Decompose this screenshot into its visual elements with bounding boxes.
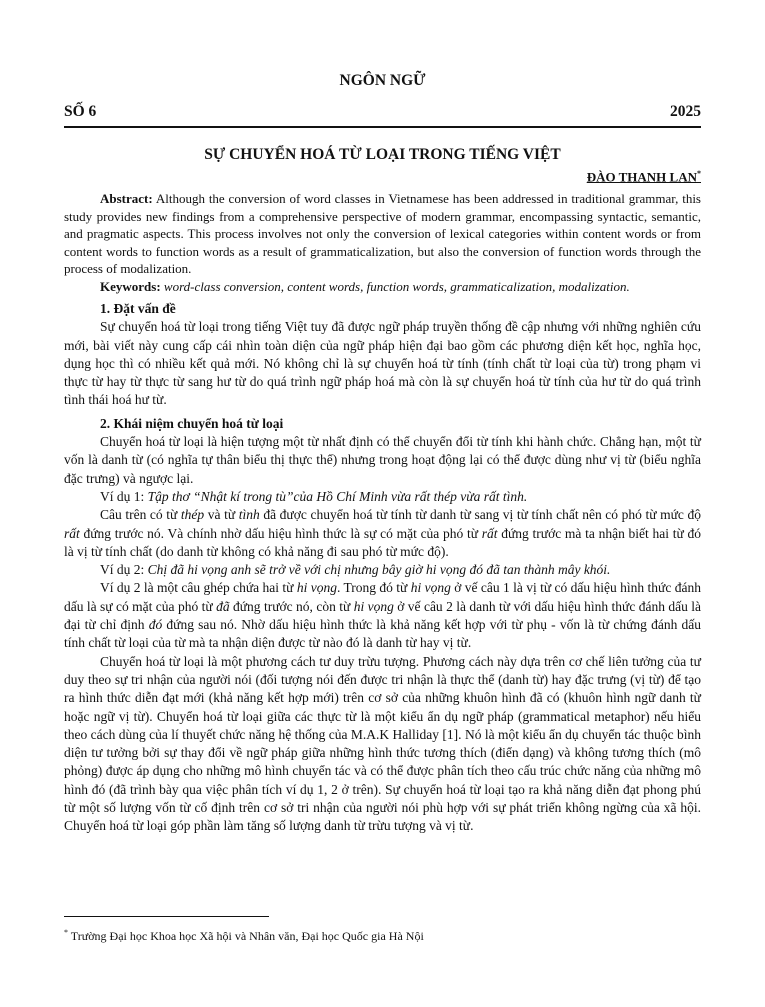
italic-term: thép bbox=[180, 507, 205, 523]
text-run: Câu trên có từ bbox=[100, 507, 181, 523]
footnote bbox=[64, 928, 424, 944]
author-text: ĐÀO THANH LAN bbox=[586, 169, 697, 185]
section-1-paragraph: Sự chuyển hoá từ loại trong tiếng Việt tuy đã được ngữ pháp truyền thống đề cập nhưng với những nghiên cứu mới, bài viết này cung cấp cái nhìn toàn diện của ngữ pháp hiện đại bao gồm các phương diện kết học, nghĩa học, dụng học thì có nhiều kết quả mới. Nó không chỉ là sự chuyển hoá từ tính (tính chất từ loại của từ) trong phạm vi thực từ hay từ thực từ sang hư từ do quá trình ngữ pháp hoá mà còn là sự chuyển hoá từ tính của hư từ do quá trình tình thái hoá hư từ. bbox=[64, 319, 701, 408]
example-2-analysis bbox=[64, 579, 701, 652]
example-1-text: Tập thơ “Nhật kí trong tù”của Hồ Chí Minh vừa rất thép vừa rất tình. bbox=[147, 488, 528, 504]
keywords bbox=[64, 278, 701, 296]
italic-term: tình bbox=[238, 507, 260, 523]
text-run: đứng sau nó. Nhờ dấu hiệu hình thức là khả năng kết hợp với từ phụ - vốn là từ chứng đánh dấu tính chất từ loại của từ mà ta nhận diện được từ nào đó là danh từ hay vị từ. bbox=[64, 617, 701, 651]
text-run: đứng trước mà ta nhận biết hai từ đó là vị từ tính chất (do danh từ không có khả năng đi sau phó từ mức độ). bbox=[64, 525, 701, 559]
keywords-label: Keywords: bbox=[100, 278, 161, 294]
issue-number: SỐ 6 bbox=[64, 103, 97, 120]
issue-row bbox=[64, 103, 701, 121]
footnote-rule bbox=[64, 916, 269, 917]
header-rule bbox=[64, 126, 701, 128]
example-2 bbox=[64, 561, 701, 579]
example-2-label: Ví dụ 2: bbox=[100, 562, 148, 578]
abstract bbox=[64, 190, 701, 278]
footnote-mark: * bbox=[64, 928, 68, 937]
section-1-heading: 1. Đặt vấn đề bbox=[100, 301, 176, 316]
text-run: ở vế câu 2 là danh từ với dấu hiệu hình thức đánh dấu là đại từ chỉ định bbox=[64, 598, 702, 633]
italic-term: hi vọng bbox=[353, 598, 394, 614]
italic-term: đó bbox=[148, 617, 163, 633]
footnote-text: Trường Đại học Khoa học Xã hội và Nhân văn, Đại học Quốc gia Hà Nội bbox=[68, 929, 424, 943]
issue-year: 2025 bbox=[670, 103, 701, 120]
section-2-paragraph-last: Chuyển hoá từ loại là một phương cách tư duy trừu tượng. Phương cách này dựa trên cơ chế liên tưởng của tư duy theo sự tri nhận của người nói (đối tượng nói đến được tri nhận là thực thể (danh từ) hay đặc trưng (vị từ) để tạo ra hình thức diễn đạt mới (khả năng kết hợp mới) trên cơ sở của những khuôn hình đã có (khuôn hình ngữ danh từ hoặc ngữ vị từ). Chuyển hoá từ loại giữa các thực từ là một kiểu ẩn dụ ngữ pháp (grammatical metaphor) nếu hiểu theo cách dùng của lí thuyết chức năng hệ thống của M.A.K Halliday [1]. Nó là một kiểu ẩn dụ chuyển tác thuộc bình diện tư tưởng bởi sự thay đổi về ngữ pháp giữa những hình thức tương thích (điển dạng) và không tương thích (mô phỏng) được áp dụng cho những mô hình chuyển tác và có thể được phân tích theo cấu trúc chức năng của những mô hình đó (đã trình bày qua việc phân tích ví dụ 1, 2 ở trên). Sự chuyển hoá từ loại tạo ra khả năng diễn đạt phong phú từ một số lượng vốn từ cố định trên cơ sở tri nhận của người nói phù hợp với sự phát triển không ngừng của xã hội. Chuyển hoá từ loại góp phần làm tăng số lượng danh từ trừu tượng và vị từ. bbox=[64, 653, 701, 834]
section-2-heading: 2. Khái niệm chuyển hoá từ loại bbox=[100, 415, 284, 431]
article-title: SỰ CHUYỂN HOÁ TỪ LOẠI TRONG TIẾNG VIỆT bbox=[204, 146, 561, 163]
text-run: . Trong đó từ bbox=[337, 580, 411, 596]
example-1-analysis bbox=[64, 506, 701, 561]
text-run: và từ bbox=[204, 507, 239, 523]
example-1-label: Ví dụ 1: bbox=[100, 488, 148, 504]
author-name bbox=[587, 169, 701, 185]
example-1 bbox=[64, 488, 701, 506]
italic-term: rất bbox=[481, 525, 498, 541]
section-2-paragraph-1: Chuyển hoá từ loại là hiện tượng một từ nhất định có thể chuyển đổi từ tính khi hành chức. Chẳng hạn, một từ vốn là danh từ (có nghĩa tự thân biểu thị thực thể) nhưng trong hoạt động lại có thể được dùng như vị từ (biểu nghĩa đặc trưng) và ngược lại. bbox=[64, 434, 701, 486]
italic-term: hi vọng bbox=[410, 580, 451, 596]
text-run: đã được chuyển hoá từ tính từ danh từ sang vị từ tính chất nên có phó từ mức độ bbox=[259, 507, 702, 523]
italic-term: hi vọng bbox=[296, 580, 337, 596]
keywords-text: word-class conversion, content words, function words, grammaticalization, modalization. bbox=[163, 278, 630, 294]
abstract-label: Abstract: bbox=[100, 191, 153, 206]
author-footnote-mark: * bbox=[697, 169, 701, 178]
text-run: đứng trước nó, còn từ bbox=[229, 598, 354, 614]
text-run: ở vế câu 1 là vị từ có dấu hiệu hình thức đánh dấu là sự có mặt của phó từ bbox=[64, 580, 701, 614]
italic-term: rất bbox=[64, 525, 80, 541]
text-run: đứng trước nó. Và chính nhờ dấu hiệu hình thức là sự có mặt của phó từ bbox=[79, 525, 482, 541]
italic-term: đã bbox=[216, 598, 230, 614]
example-2-text: Chị đã hi vọng anh sẽ trở về với chị nhưng bây giờ hi vọng đó đã tan thành mây khói. bbox=[147, 562, 611, 578]
text-run: Ví dụ 2 là một câu ghép chứa hai từ bbox=[100, 580, 297, 596]
journal-name: NGÔN NGỮ bbox=[339, 72, 426, 89]
abstract-text: Although the conversion of word classes in Vietnamese has been addressed in traditional grammar, this study provides new findings from a comprehensive perspective of modern grammar, encompassing syntactic, semantic, and pragmatic aspects. This process involves not only the conversion of lexical categories within content words or from content words to function words as a result of grammaticalization, but also the conversion of function words through the process of modalization. bbox=[64, 191, 701, 276]
article-body bbox=[64, 190, 701, 836]
